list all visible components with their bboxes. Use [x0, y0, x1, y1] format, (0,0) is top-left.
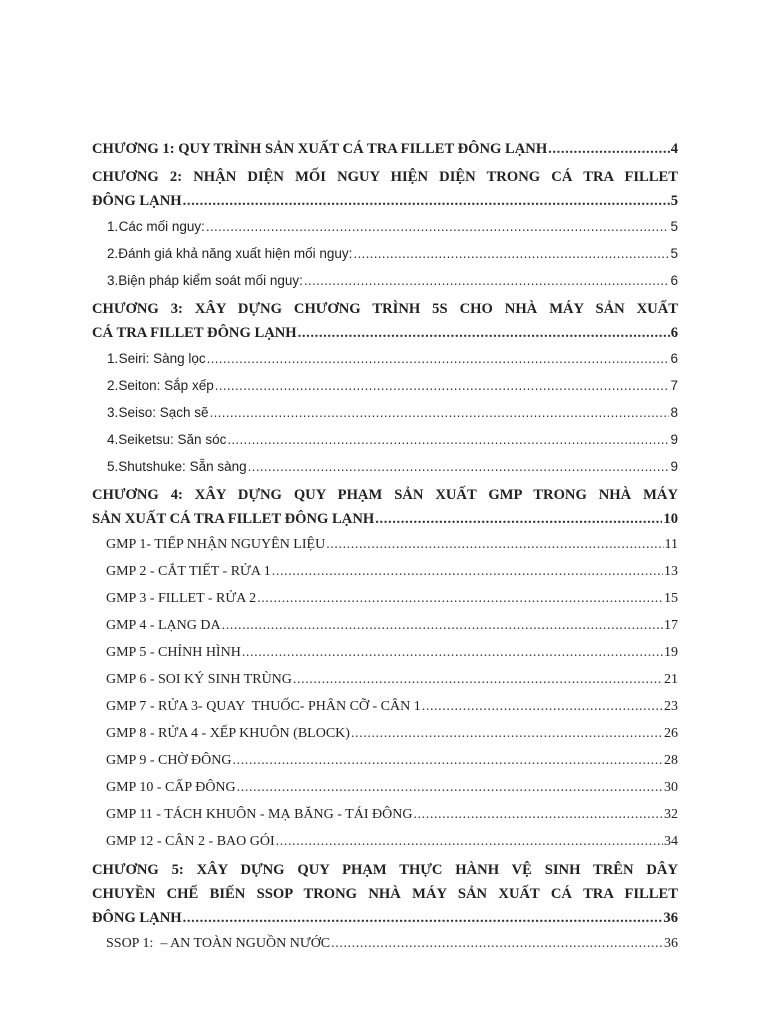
toc-item-page: 23 — [664, 699, 678, 714]
toc-chapter-2[interactable] — [92, 162, 678, 213]
toc-item-page: 28 — [664, 753, 678, 768]
toc-item-label: GMP 6 - SOI KÝ SINH TRÙNG — [106, 672, 292, 687]
dot-leader — [276, 828, 663, 855]
dot-leader — [413, 801, 663, 828]
toc-chapter-1[interactable] — [92, 137, 678, 162]
toc-item-label: Đánh giá khả năng xuất hiện mối nguy: — [118, 246, 353, 261]
toc-item-page: 5 — [670, 246, 678, 261]
toc-chapter-2-title-line-2: ĐÔNG LẠNH — [92, 193, 182, 209]
dot-leader — [422, 693, 663, 720]
toc-item-label: Biện pháp kiểm soát mối nguy: — [118, 273, 303, 288]
toc-item-gmp-10[interactable] — [92, 774, 678, 801]
toc-item-number: 2. — [107, 246, 119, 261]
dot-leader — [222, 612, 663, 639]
dot-leader — [233, 747, 664, 774]
dot-leader — [207, 345, 670, 372]
toc-item-label: Seiri: Sàng lọc — [118, 351, 206, 366]
toc-item-page: 8 — [670, 405, 678, 420]
toc-item-label: GMP 8 - RỬA 4 - XẾP KHUÔN (BLOCK) — [106, 726, 350, 741]
dot-leader — [326, 531, 663, 558]
toc-item-ssop-1[interactable] — [92, 930, 678, 957]
toc-item-page: 34 — [664, 834, 678, 849]
toc-item-number: 2. — [107, 378, 119, 393]
toc-item-page: 26 — [664, 726, 678, 741]
toc-item-page: 19 — [664, 645, 678, 660]
toc-chapter-4-title-line-1: CHƯƠNG 4: XÂY DỰNG QUY PHẠM SẢN XUẤT GMP TRONG NHÀ MÁY — [92, 487, 678, 503]
toc-item-page: 32 — [664, 807, 678, 822]
toc-item-label: Seiso: Sạch sẽ — [118, 405, 209, 420]
table-of-contents — [92, 137, 678, 957]
toc-item-page: 6 — [670, 351, 678, 366]
dot-leader — [210, 399, 670, 426]
toc-item-label: GMP 10 - CẤP ĐÔNG — [106, 780, 236, 795]
dot-leader — [257, 585, 663, 612]
toc-chapter-5-title-line-1: CHƯƠNG 5: XÂY DỰNG QUY PHẠM THỰC HÀNH VỆ SINH TRÊN DÂY — [92, 862, 678, 878]
toc-chapter-1-title: CHƯƠNG 1: QUY TRÌNH SẢN XUẤT CÁ TRA FILLET ĐÔNG LẠNH — [92, 141, 548, 157]
toc-item-label: GMP 5 - CHỈNH HÌNH — [106, 645, 241, 660]
toc-item-number: 5. — [107, 459, 119, 474]
toc-item-gmp-11[interactable] — [92, 801, 678, 828]
dot-leader — [293, 666, 663, 693]
toc-item-number: 3. — [107, 273, 119, 288]
toc-item[interactable] — [92, 267, 678, 294]
toc-item-page: 15 — [664, 591, 678, 606]
dot-leader — [183, 906, 663, 930]
toc-item-label: Các mối nguy: — [118, 219, 205, 234]
toc-item-label: GMP 2 - CẮT TIẾT - RỬA 1 — [106, 564, 271, 579]
dot-leader — [237, 774, 663, 801]
toc-item-page: 9 — [670, 459, 678, 474]
dot-leader — [272, 558, 663, 585]
toc-chapter-5-page: 36 — [663, 910, 678, 926]
toc-item-gmp-8[interactable] — [92, 720, 678, 747]
toc-item-label: SSOP 1: – AN TOÀN NGUỒN NƯỚC — [106, 936, 331, 951]
toc-item-number: 1. — [107, 219, 119, 234]
toc-item-label: Shutshuke: Sẵn sàng — [118, 459, 247, 474]
toc-chapter-3-page: 6 — [670, 325, 678, 341]
toc-item-label: GMP 3 - FILLET - RỬA 2 — [106, 591, 257, 606]
toc-chapter-3-title-line-1: CHƯƠNG 3: XÂY DỰNG CHƯƠNG TRÌNH 5S CHO NHÀ MÁY SẢN XUẤT — [92, 301, 678, 317]
toc-item-gmp-6[interactable] — [92, 666, 678, 693]
dot-leader — [215, 372, 670, 399]
dot-leader — [248, 453, 670, 480]
toc-item-label: Seiton: Sắp xếp — [118, 378, 214, 393]
toc-chapter-1-page: 4 — [670, 141, 678, 157]
toc-item-label: GMP 9 - CHỜ ĐÔNG — [106, 753, 232, 768]
dot-leader — [227, 426, 669, 453]
toc-item-gmp-5[interactable] — [92, 639, 678, 666]
dot-leader — [183, 189, 670, 213]
toc-item-gmp-4[interactable] — [92, 612, 678, 639]
toc-item-page: 30 — [664, 780, 678, 795]
dot-leader — [298, 321, 670, 345]
toc-item-number: 3. — [107, 405, 119, 420]
toc-chapter-5[interactable] — [92, 855, 678, 930]
toc-item-label: GMP 12 - CÂN 2 - BAO GÓI — [106, 834, 275, 849]
toc-item-number: 1. — [107, 351, 119, 366]
toc-item-page: 36 — [664, 936, 678, 951]
toc-item-label: GMP 7 - RỬA 3- QUAY THUỐC- PHÂN CỠ - CÂN 1 — [106, 699, 421, 714]
toc-item-page: 9 — [670, 432, 678, 447]
toc-item[interactable] — [92, 399, 678, 426]
toc-item-page: 13 — [664, 564, 678, 579]
toc-chapter-4-page: 10 — [663, 511, 678, 527]
toc-item-label: GMP 11 - TÁCH KHUÔN - MẠ BĂNG - TÁI ĐÔNG — [106, 807, 413, 822]
dot-leader — [304, 267, 670, 294]
dot-leader — [206, 213, 670, 240]
toc-item-label: GMP 1- TIẾP NHẬN NGUYÊN LIỆU — [106, 537, 326, 552]
toc-item-gmp-2[interactable] — [92, 558, 678, 585]
dot-leader — [548, 137, 670, 162]
toc-chapter-4-title-line-2: SẢN XUẤT CÁ TRA FILLET ĐÔNG LẠNH — [92, 511, 375, 527]
toc-chapter-5-title-line-3: ĐÔNG LẠNH — [92, 910, 182, 926]
dot-leader — [242, 639, 663, 666]
toc-item-gmp-3[interactable] — [92, 585, 678, 612]
toc-item[interactable] — [92, 240, 678, 267]
toc-item-gmp-9[interactable] — [92, 747, 678, 774]
toc-item[interactable] — [92, 345, 678, 372]
toc-chapter-4[interactable] — [92, 480, 678, 531]
toc-item-page: 11 — [664, 537, 678, 552]
toc-item-page: 7 — [670, 378, 678, 393]
toc-item[interactable] — [92, 213, 678, 240]
toc-chapter-5-title-line-2: CHUYỀN CHẾ BIẾN SSOP TRONG NHÀ MÁY SẢN XUẤT CÁ TRA FILLET — [92, 886, 678, 902]
toc-item[interactable] — [92, 426, 678, 453]
toc-chapter-2-page: 5 — [670, 193, 678, 209]
toc-item-number: 4. — [107, 432, 119, 447]
toc-item-page: 21 — [664, 672, 678, 687]
dot-leader — [351, 720, 663, 747]
toc-item[interactable] — [92, 453, 678, 480]
dot-leader — [331, 930, 663, 957]
dot-leader — [375, 507, 662, 531]
toc-chapter-3-title-line-2: CÁ TRA FILLET ĐÔNG LẠNH — [92, 325, 297, 341]
toc-item-gmp-7[interactable] — [92, 693, 678, 720]
toc-item-gmp-12[interactable] — [92, 828, 678, 855]
toc-chapter-3[interactable] — [92, 294, 678, 345]
toc-chapter-2-title-line-1: CHƯƠNG 2: NHẬN DIỆN MỐI NGUY HIỆN DIỆN TRONG CÁ TRA FILLET — [92, 169, 678, 185]
toc-item[interactable] — [92, 372, 678, 399]
toc-item-label: GMP 4 - LẠNG DA — [106, 618, 221, 633]
toc-item-page: 6 — [670, 273, 678, 288]
toc-item-page: 5 — [670, 219, 678, 234]
toc-item-page: 17 — [664, 618, 678, 633]
dot-leader — [353, 240, 669, 267]
toc-item-gmp-1[interactable] — [92, 531, 678, 558]
toc-item-label: Seiketsu: Săn sóc — [118, 432, 227, 447]
